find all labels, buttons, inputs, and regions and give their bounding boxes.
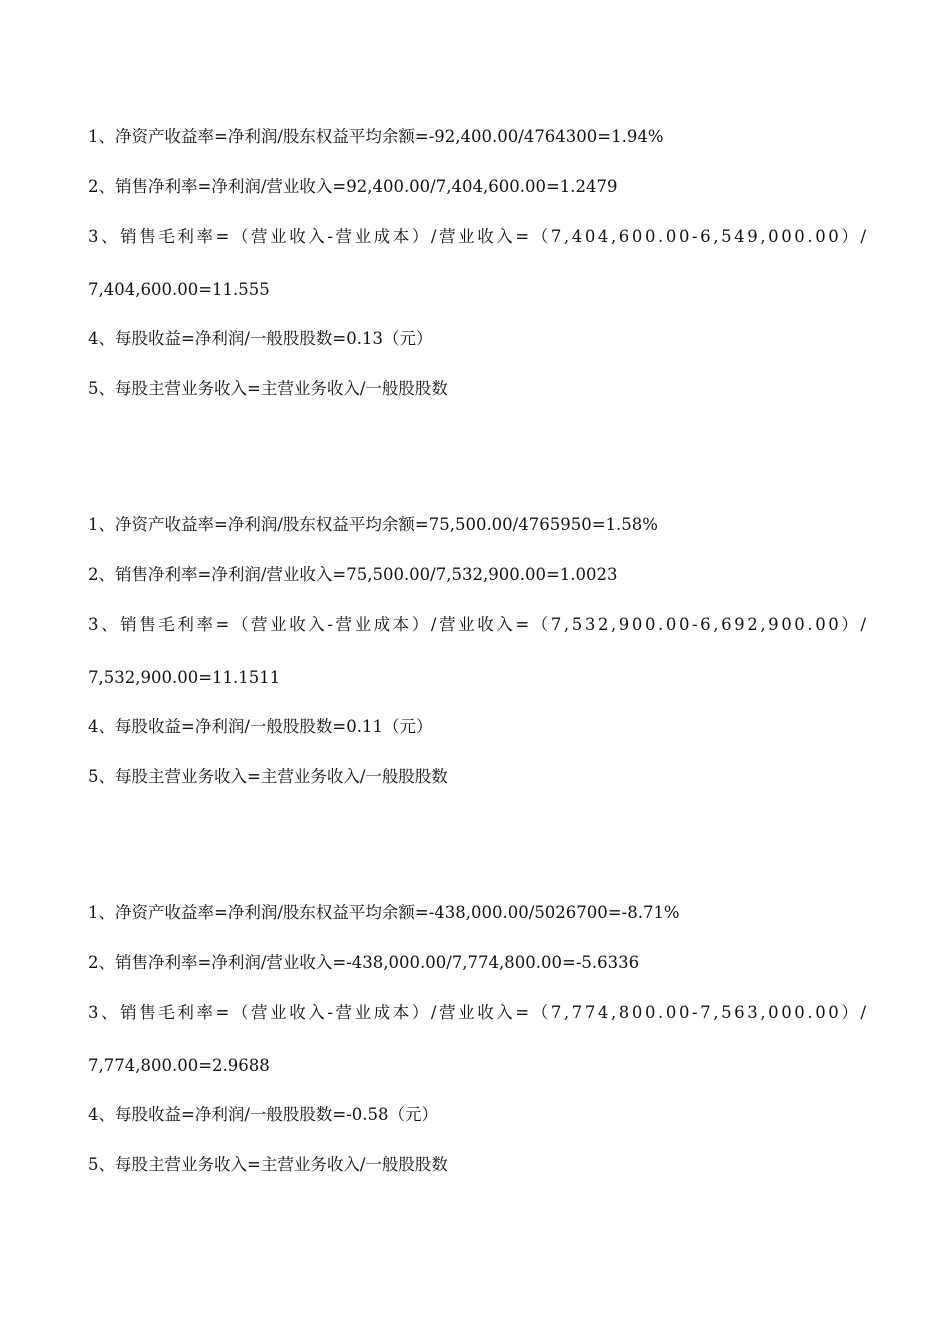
section-1-roe-line: 1、净资产收益率=净利润/股东权益平均余额=-92,400.00/4764300=1.94% — [88, 127, 664, 146]
section-1-gross-margin-line: 3 、 销 售 毛 利 率 = （ 营 业 收 入 - 营 业 成 本 ） / 营 业 收 入 = （ 7 , 4 0 4 , 6 0 0 . 0 0 - 6 , 5 4 9 , 0 0 0 . 0 0 ） / — [88, 227, 866, 246]
section-1-net-margin-line: 2、销售净利率=净利润/营业收入=92,400.00/7,404,600.00=1.2479 — [88, 177, 618, 196]
section-2-gross-margin-result-line: 7,532,900.00=11.1511 — [88, 668, 281, 687]
section-2-eps-line: 4、每股收益=净利润/一般股股数=0.11（元） — [88, 717, 433, 736]
section-2-net-margin-line: 2、销售净利率=净利润/营业收入=75,500.00/7,532,900.00=1.0023 — [88, 565, 618, 584]
section-3-gross-margin-result-line: 7,774,800.00=2.9688 — [88, 1056, 270, 1075]
section-3-net-margin-line: 2、销售净利率=净利润/营业收入=-438,000.00/7,774,800.00=-5.6336 — [88, 953, 640, 972]
section-3-eps-line: 4、每股收益=净利润/一般股股数=-0.58（元） — [88, 1105, 439, 1124]
section-2-revenue-per-share-line: 5、每股主营业务收入=主营业务收入/一般股股数 — [88, 767, 448, 786]
section-3-gross-margin-line: 3 、 销 售 毛 利 率 = （ 营 业 收 入 - 营 业 成 本 ） / 营 业 收 入 = （ 7 , 7 7 4 , 8 0 0 . 0 0 - 7 , 5 6 3 , 0 0 0 . 0 0 ） / — [88, 1003, 866, 1022]
section-1-revenue-per-share-line: 5、每股主营业务收入=主营业务收入/一般股股数 — [88, 379, 448, 398]
section-2-gross-margin-line: 3 、 销 售 毛 利 率 = （ 营 业 收 入 - 营 业 成 本 ） / 营 业 收 入 = （ 7 , 5 3 2 , 9 0 0 . 0 0 - 6 , 6 9 2 , 9 0 0 . 0 0 ） / — [88, 615, 866, 634]
section-1-gross-margin-result-line: 7,404,600.00=11.555 — [88, 280, 270, 299]
section-2-roe-line: 1、净资产收益率=净利润/股东权益平均余额=75,500.00/4765950=1.58% — [88, 515, 658, 534]
section-3-roe-line: 1、净资产收益率=净利润/股东权益平均余额=-438,000.00/5026700=-8.71% — [88, 903, 680, 922]
section-3-revenue-per-share-line: 5、每股主营业务收入=主营业务收入/一般股股数 — [88, 1155, 448, 1174]
section-1-eps-line: 4、每股收益=净利润/一般股股数=0.13（元） — [88, 329, 433, 348]
